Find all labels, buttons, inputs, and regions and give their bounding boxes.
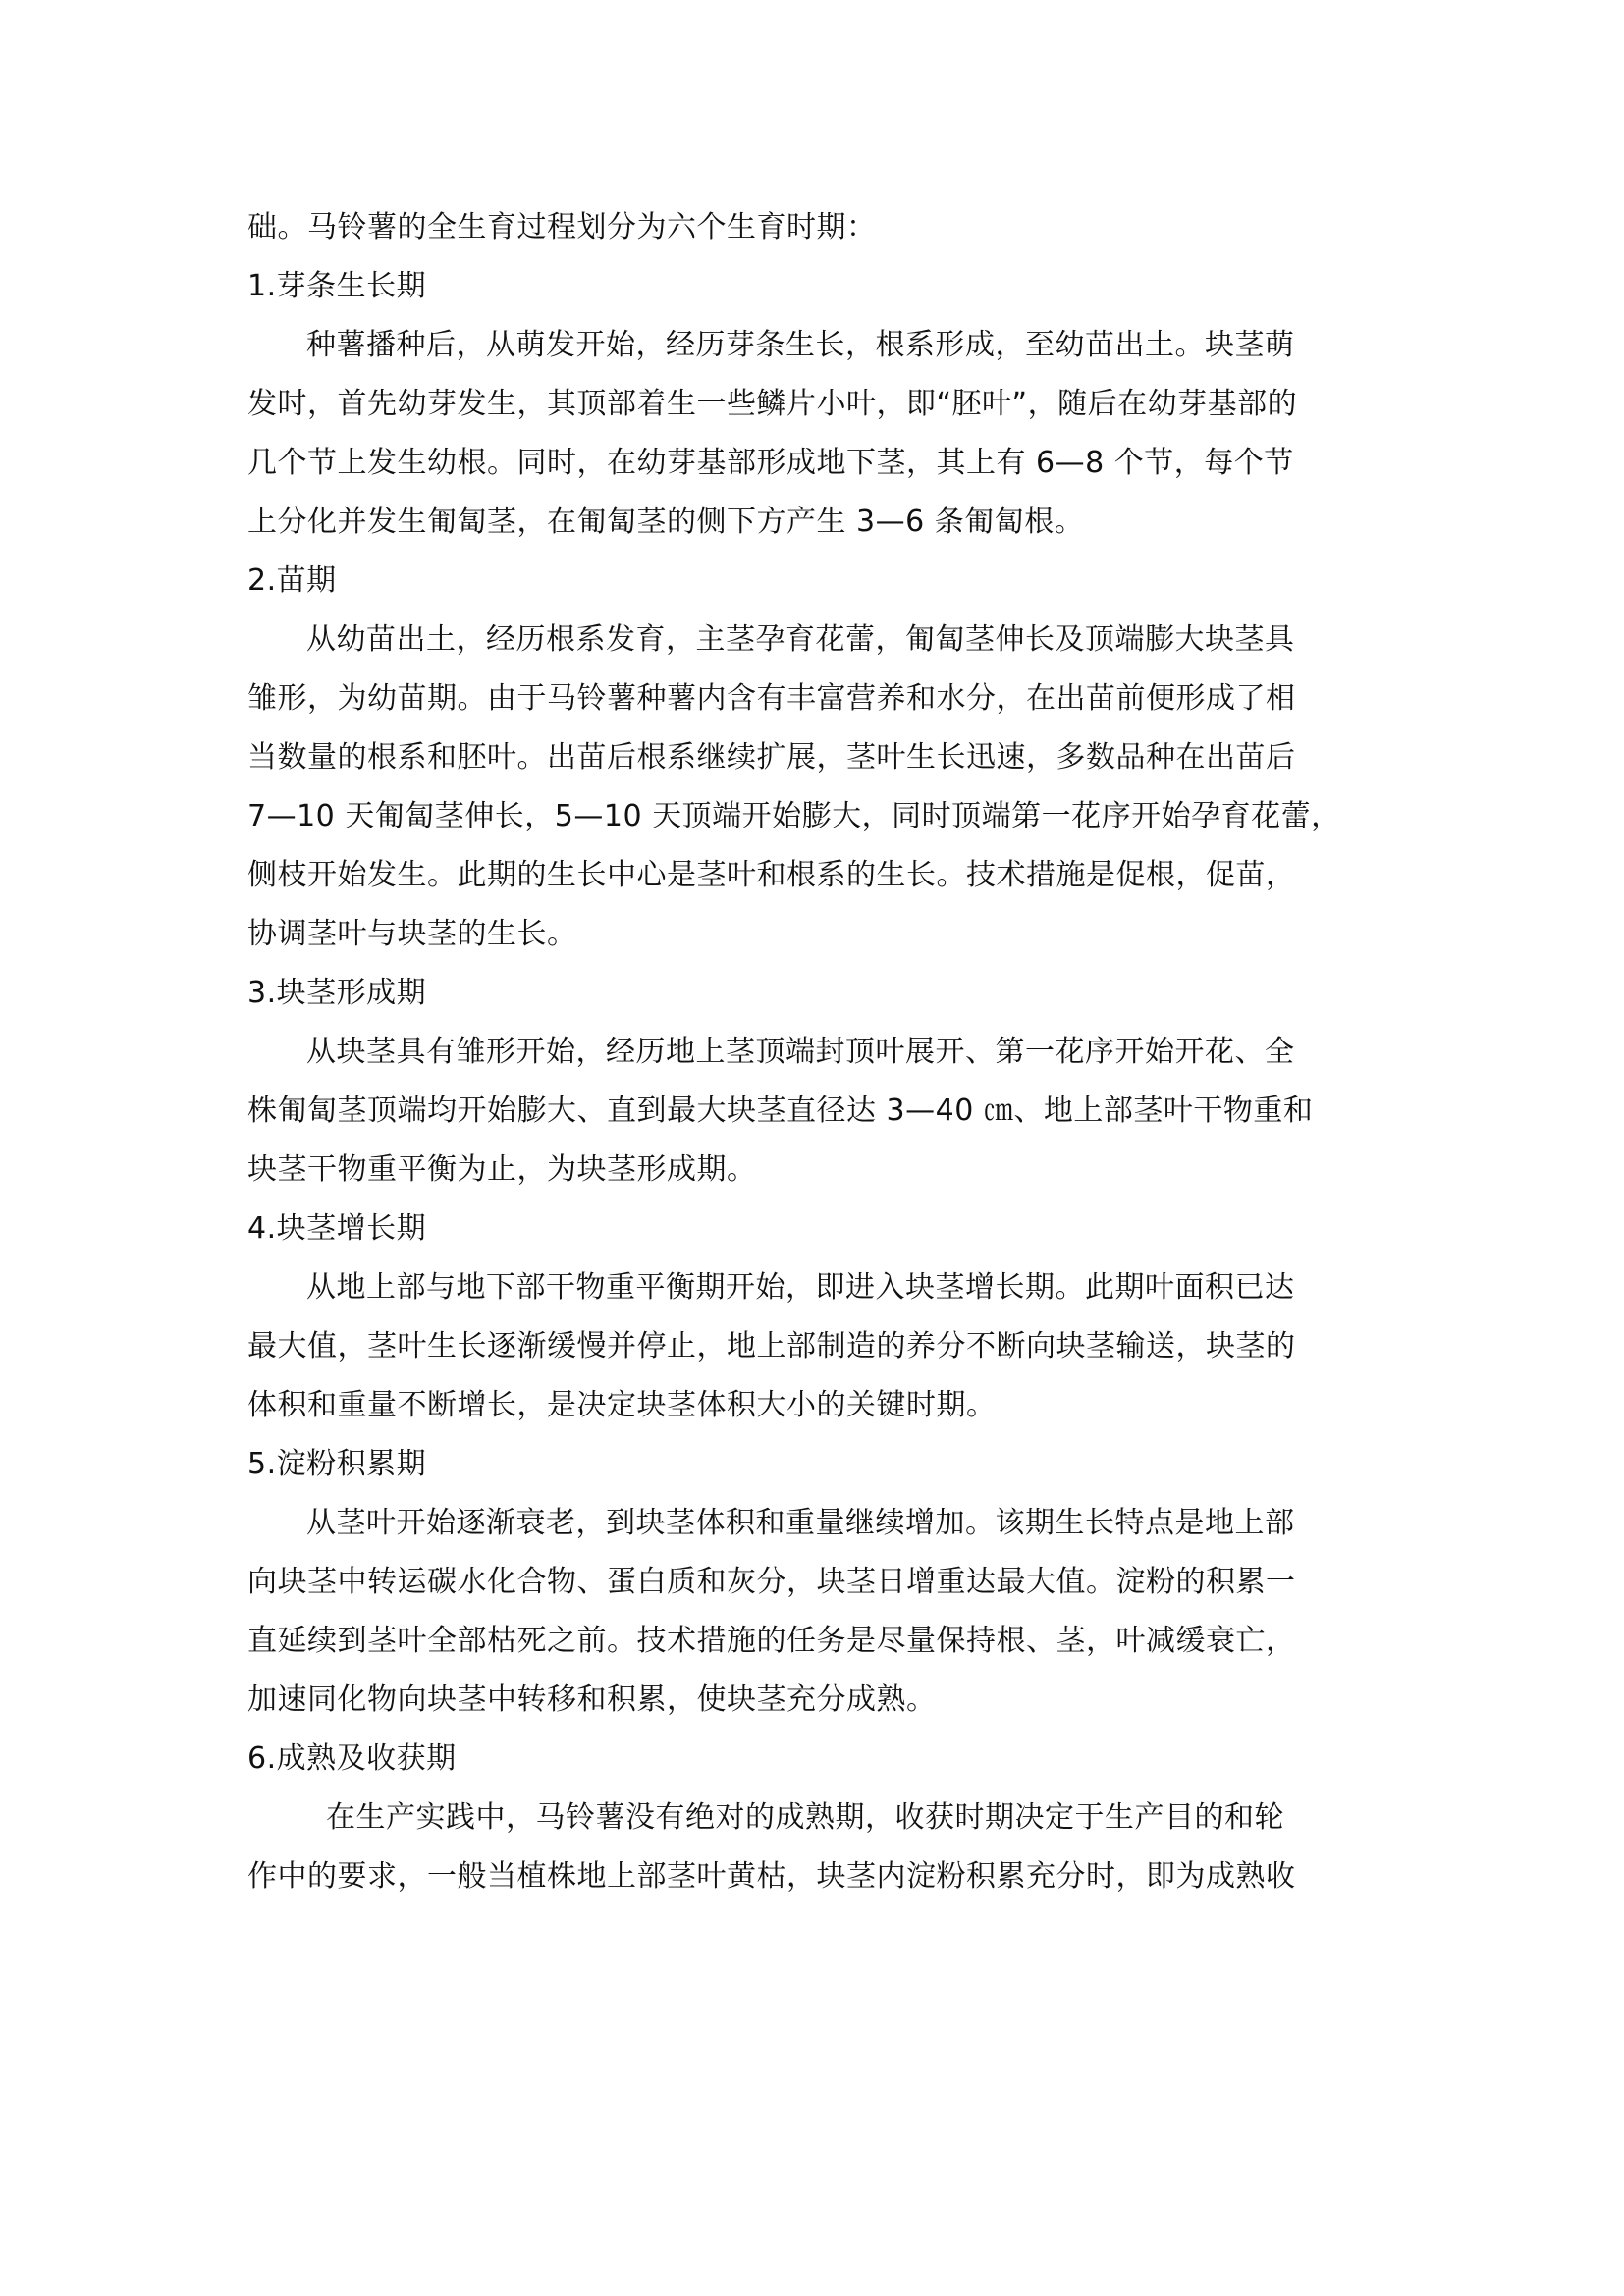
paragraph-line: 发时，首先幼芽发生，其顶部着生一些鳞片小叶，即“胚叶”，随后在幼芽基部的 <box>247 387 1298 421</box>
paragraph-line: 几个节上发生幼根。同时，在幼芽基部形成地下茎，其上有 6—8 个节，每个节 <box>247 446 1294 480</box>
paragraph-line: 上分化并发生匍匐茎，在匍匐茎的侧下方产生 3—6 条匍匐根。 <box>247 505 1085 539</box>
paragraph-line: 体积和重量不断增长，是决定块茎体积大小的关键时期。 <box>247 1388 997 1422</box>
paragraph-line: 从地上部与地下部干物重平衡期开始，即进入块茎增长期。此期叶面积已达 <box>306 1270 1295 1305</box>
paragraph-line: 向块茎中转运碳水化合物、蛋白质和灰分，块茎日增重达最大值。淀粉的积累一 <box>247 1565 1296 1599</box>
paragraph-line: 加速同化物向块茎中转移和积累，使块茎充分成熟。 <box>247 1682 937 1717</box>
paragraph-line: 最大值，茎叶生长逐渐缓慢并停止，地上部制造的养分不断向块茎输送，块茎的 <box>247 1329 1296 1363</box>
document-body <box>247 198 1386 1906</box>
paragraph-line: 从茎叶开始逐渐衰老，到块茎体积和重量继续增加。该期生长特点是地上部 <box>306 1506 1295 1540</box>
paragraph-line: 作中的要求，一般当植株地上部茎叶黄枯，块茎内淀粉积累充分时，即为成熟收 <box>247 1859 1296 1894</box>
section-heading: 5.淀粉积累期 <box>247 1447 427 1481</box>
paragraph-line: 协调茎叶与块茎的生长。 <box>247 917 577 951</box>
section-heading: 1.芽条生长期 <box>247 269 427 303</box>
paragraph-line: 在生产实践中，马铃薯没有绝对的成熟期，收获时期决定于生产目的和轮 <box>326 1800 1284 1835</box>
paragraph-line: 7—10 天匍匐茎伸长，5—10 天顶端开始膨大，同时顶端第一花序开始孕育花蕾， <box>247 799 1341 833</box>
paragraph-line: 种薯播种后，从萌发开始，经历芽条生长，根系形成，至幼苗出土。块茎萌 <box>306 328 1295 362</box>
paragraph-line: 株匍匐茎顶端均开始膨大、直到最大块茎直径达 3—40 ㎝、地上部茎叶干物重和 <box>247 1094 1314 1128</box>
paragraph-line: 从幼苗出土，经历根系发育，主茎孕育花蕾，匍匐茎伸长及顶端膨大块茎具 <box>306 622 1295 657</box>
paragraph-line: 直延续到茎叶全部枯死之前。技术措施的任务是尽量保持根、茎，叶减缓衰亡， <box>247 1624 1296 1658</box>
paragraph-line: 础。马铃薯的全生育过程划分为六个生育时期： <box>247 210 877 244</box>
section-heading: 4.块茎增长期 <box>247 1211 427 1246</box>
paragraph-line: 从块茎具有雏形开始，经历地上茎顶端封顶叶展开、第一花序开始开花、全 <box>306 1035 1295 1069</box>
paragraph-line: 当数量的根系和胚叶。出苗后根系继续扩展，茎叶生长迅速，多数品种在出苗后 <box>247 740 1296 774</box>
section-heading: 2.苗期 <box>247 563 337 598</box>
section-heading: 3.块茎形成期 <box>247 976 427 1010</box>
section-heading: 6.成熟及收获期 <box>247 1741 457 1776</box>
paragraph-line: 块茎干物重平衡为止，为块茎形成期。 <box>247 1152 757 1187</box>
paragraph-line: 雏形，为幼苗期。由于马铃薯种薯内含有丰富营养和水分，在出苗前便形成了相 <box>247 681 1296 716</box>
paragraph-line: 侧枝开始发生。此期的生长中心是茎叶和根系的生长。技术措施是促根，促苗， <box>247 858 1296 892</box>
